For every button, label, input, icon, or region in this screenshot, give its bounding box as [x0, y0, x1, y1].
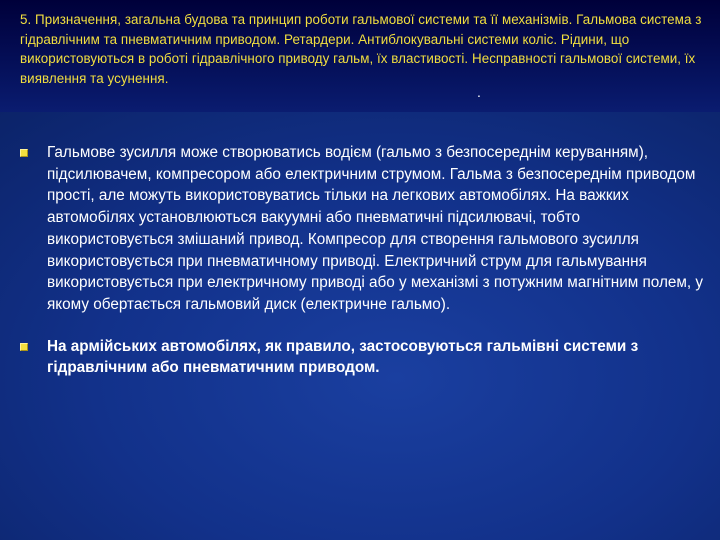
- bullet-item-braking-force: [20, 142, 710, 316]
- bullet-text: На армійських автомобілях, як правило, застосовуються гальмівні системи з гідравлічним або пневматичним приводом.: [47, 337, 639, 377]
- slide-title: 5. Призначення, загальна будова та принцип роботи гальмової системи та її механізмів. Гальмова система з гідравлічним та пневматичним приводом. Ретардери. Антиблокувальні системи коліс. Рідини, що використовуються в роботі гідравлічного приводу гальм, їх властивості. Несправності гальмової системи, їх виявлення та усунення.: [20, 12, 702, 86]
- bullet-item-army-vehicles: [20, 336, 710, 379]
- bullet-list: [20, 142, 710, 379]
- header-band: [0, 0, 720, 112]
- square-bullet-icon: [20, 343, 28, 351]
- bullet-text: Гальмове зусилля може створюватись водієм (гальмо з безпосереднім керуванням), підсилювачем, компресором або електричним струмом. Гальма з безпосереднім приводом прості, але можуть використовуватись тільки на легкових автомобілях. На важких автомобілях установлюються вакуумні або пневматичні підсилювачі, тобто використовується змішаний привод. Компресор для створення гальмового зусилля використовується при пневматичному приводі. Електричний струм для гальмування використовується при електричному приводі або у механізмі з потужним магнітним полем, у якому обертається гальмовий диск (електричне гальмо).: [47, 144, 704, 313]
- decorative-dot: .: [477, 84, 481, 100]
- square-bullet-icon: [20, 149, 28, 157]
